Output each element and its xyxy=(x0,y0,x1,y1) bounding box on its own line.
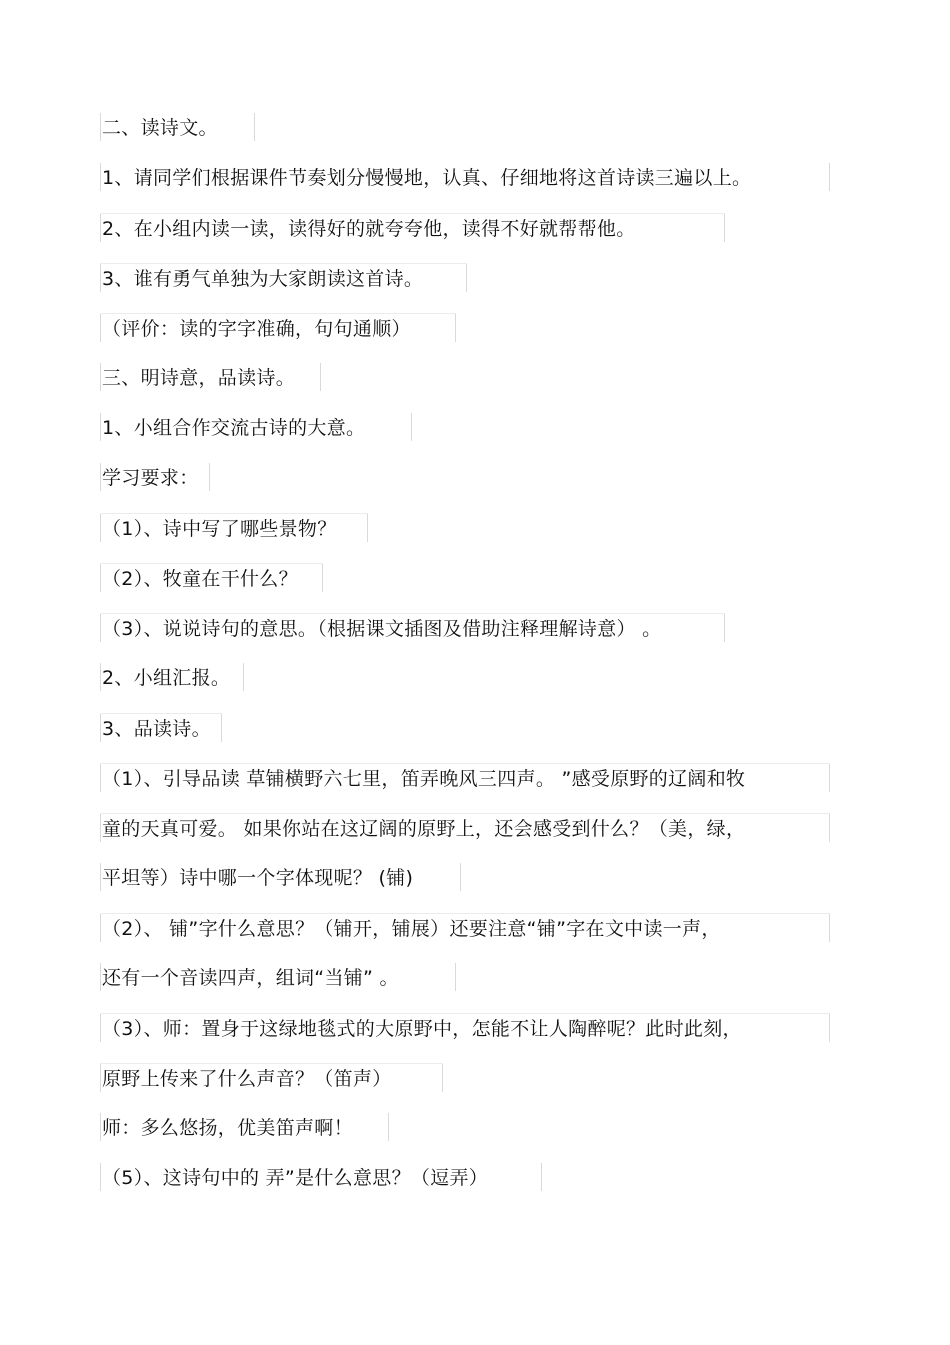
text-line xyxy=(100,263,467,294)
text-line: 师：多么悠扬，优美笛声啊！ xyxy=(102,1117,353,1139)
section-heading-read-poem xyxy=(100,113,255,143)
text-line xyxy=(100,813,830,844)
text-line: 3、品读诗。 xyxy=(102,718,211,740)
text-line: 原野上传来了什么声音？（笛声） xyxy=(102,1068,392,1090)
text-line xyxy=(100,1013,830,1044)
text-line: 二、读诗文。 xyxy=(102,117,218,139)
text-line xyxy=(100,413,412,443)
text-line: （1）、诗中写了哪些景物？ xyxy=(102,518,337,540)
text-line xyxy=(100,913,830,944)
text-line xyxy=(100,963,456,993)
text-line xyxy=(100,663,244,693)
text-line xyxy=(100,463,210,493)
text-line: （2）、牧童在干什么？ xyxy=(102,568,298,590)
text-line xyxy=(100,163,830,193)
text-line xyxy=(100,1163,542,1193)
text-line xyxy=(100,213,725,244)
text-line: （评价：读的字字准确，句句通顺） xyxy=(102,318,411,340)
text-line: 童的天真可爱。 如果你站在这辽阔的原野上，还会感受到什么？（美，绿， xyxy=(102,818,746,840)
text-line: （5）、这诗句中的 弄”是什么意思？（逗弄） xyxy=(102,1167,489,1189)
text-line xyxy=(100,513,368,544)
text-line: （2）、 铺”字什么意思？（铺开，铺展）还要注意“铺”字在文中读一声， xyxy=(102,918,721,940)
text-line xyxy=(100,313,456,344)
text-line: 还有一个音读四声，组词“当铺” 。 xyxy=(102,967,399,989)
text-line: 1、请同学们根据课件节奏划分慢慢地，认真、仔细地将这首诗读三遍以上。 xyxy=(102,167,752,189)
text-line: 3、谁有勇气单独为大家朗读这首诗。 xyxy=(102,268,424,290)
text-line: （3）、师：置身于这绿地毯式的大原野中，怎能不让人陶醉呢？此时此刻， xyxy=(102,1018,742,1040)
text-line: 2、在小组内读一读，读得好的就夸夸他，读得不好就帮帮他。 xyxy=(102,218,636,240)
text-line: 三、明诗意，品读诗。 xyxy=(102,367,296,389)
text-line xyxy=(100,563,323,594)
text-line xyxy=(100,1113,389,1143)
text-line xyxy=(100,763,830,794)
text-line xyxy=(100,1063,443,1094)
text-line: 平坦等）诗中哪一个字体现呢？ (铺) xyxy=(102,867,414,889)
text-line: （3）、说说诗句的意思。（根据课文插图及借助注释理解诗意） 。 xyxy=(102,618,662,640)
text-line: 2、小组汇报。 xyxy=(102,667,231,689)
text-line: （1）、引导品读 草铺横野六七里，笛弄晚风三四声。 ”感受原野的辽阔和牧 xyxy=(102,768,746,790)
text-line: 学习要求： xyxy=(102,467,199,489)
text-line xyxy=(100,713,222,744)
text-line xyxy=(100,863,461,893)
text-line xyxy=(100,613,725,644)
text-line: 1、小组合作交流古诗的大意。 xyxy=(102,417,366,439)
section-heading-understand-poem xyxy=(100,363,321,393)
